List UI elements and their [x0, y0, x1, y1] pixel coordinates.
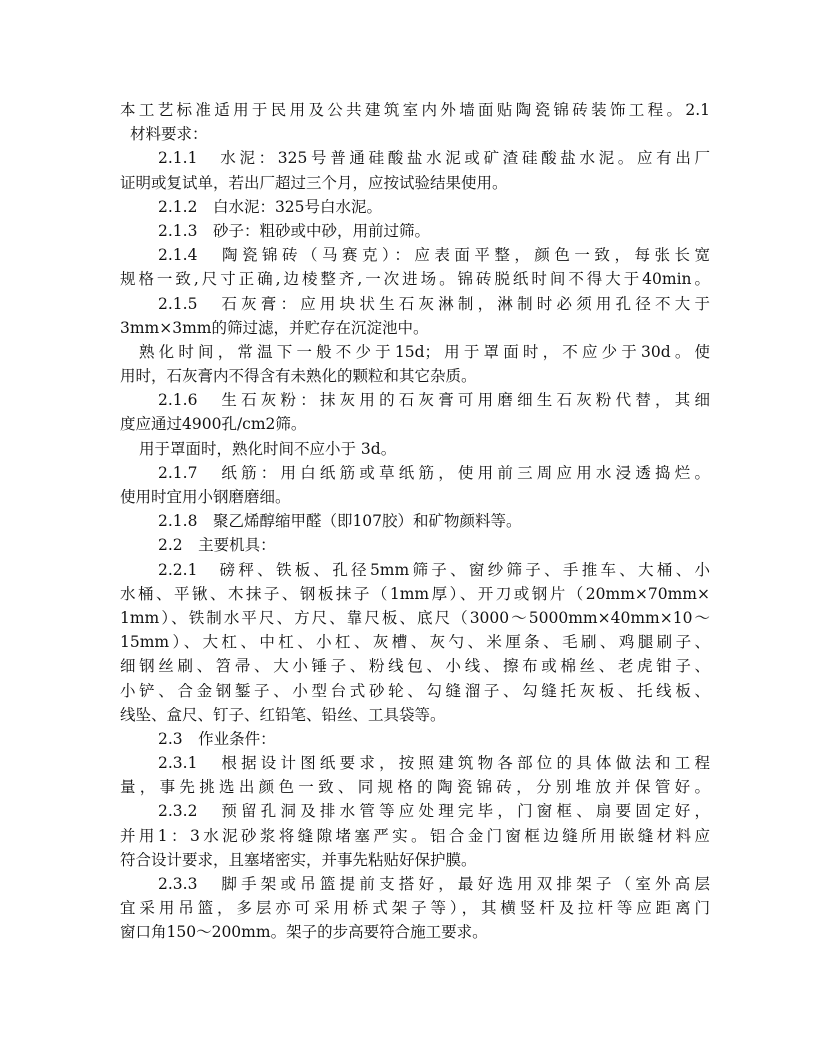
text-line: 宜采用吊篮，多层亦可采用桥式架子等），其横竖杆及拉杆等应距离门 [120, 899, 710, 918]
text-line: 2.1.5 石灰膏：应用块状生石灰淋制，淋制时必须用孔径不大于 [158, 294, 710, 313]
text-line: 2.3 作业条件： [158, 729, 276, 748]
text-line: 规格一致,尺寸正确,边棱整齐,一次进场。锦砖脱纸时间不得大于40min。 [120, 270, 710, 289]
text-line: 2.1.7 纸筋：用白纸筋或草纸筋，使用前三周应用水浸透捣烂。 [158, 463, 710, 482]
text-line: 用于罩面时，熟化时间不应小于 3d。 [139, 439, 397, 458]
text-line: 度应通过4900孔/cm2筛。 [120, 415, 307, 434]
text-line: 本工艺标准适用于民用及公共建筑室内外墙面贴陶瓷锦砖装饰工程。2.1 [120, 101, 710, 119]
text-line: 使用时宜用小钢磨磨细。 [120, 488, 291, 506]
text-line: 2.1.8 聚乙烯醇缩甲醛（即107胶）和矿物颜料等。 [158, 512, 522, 531]
text-line: 2.3.1 根据设计图纸要求，按照建筑物各部位的具体做法和工程 [158, 754, 710, 773]
text-line: 2.1.4 陶瓷锦砖（马赛克）：应表面平整，颜色一致，每张长宽 [158, 246, 710, 265]
text-line: 证明或复试单，若出厂超过三个月，应按试验结果使用。 [120, 173, 508, 192]
text-line: 熟化时间，常温下一般不少于15d；用于罩面时，不应少于30d。使 [139, 342, 710, 361]
text-line: 1mm）、铁制水平尺、方尺、靠尺板、底尺（3000～5000mm×40mm×10～ [120, 608, 710, 627]
text-line: 2.3.2 预留孔洞及排水管等应处理完毕，门窗框、扇要固定好， [158, 802, 710, 821]
text-line: 用时，石灰膏内不得含有未熟化的颗粒和其它杂质。 [120, 367, 477, 386]
text-line: 细钢丝刷、笤帚、大小锤子、粉线包、小线、擦布或棉丝、老虎钳子、 [120, 657, 710, 676]
text-line: 2.1.6 生石灰粉：抹灰用的石灰膏可用磨细生石灰粉代替，其细 [158, 391, 710, 410]
text-line: 15mm）、大杠、中杠、小杠、灰槽、灰勺、米厘条、毛刷、鸡腿刷子、 [120, 633, 710, 652]
text-line: 小铲、合金钢錾子、小型台式砂轮、勾缝溜子、勾缝托灰板、托线板、 [120, 681, 710, 700]
text-line: 2.2 主要机具： [158, 536, 276, 555]
text-line: 窗口角150～200mm。架子的步高要符合施工要求。 [120, 923, 488, 942]
text-line: 2.1.2 白水泥：325号白水泥。 [158, 197, 383, 216]
text-line: 并用1：3水泥砂浆将缝隙堵塞严实。铝合金门窗框边缝所用嵌缝材料应 [120, 826, 710, 845]
text-line: 2.1.3 砂子：粗砂或中砂，用前过筛。 [158, 221, 430, 240]
document-body [120, 98, 710, 945]
text-line: 2.1.1 水泥：325号普通硅酸盐水泥或矿渣硅酸盐水泥。应有出厂 [158, 149, 710, 168]
text-line: 水桶、平锹、木抹子、钢板抹子（1mm厚）、开刀或钢片（20mm×70mm× [120, 584, 710, 603]
text-line: 量，事先挑选出颜色一致、同规格的陶瓷锦砖，分别堆放并保管好。 [120, 778, 710, 797]
text-line: 2.2.1 磅秤、铁板、孔径5mm筛子、窗纱筛子、手推车、大桶、小 [158, 560, 710, 579]
text-line: 线坠、盒尺、钉子、红铅笔、铅丝、工具袋等。 [120, 705, 446, 724]
text-line: 3mm×3mm的筛过滤，并贮存在沉淀池中。 [120, 318, 429, 337]
text-line: 材料要求： [130, 125, 208, 144]
text-line: 2.3.3 脚手架或吊篮提前支搭好，最好选用双排架子（室外高层 [158, 875, 710, 893]
text-line: 符合设计要求，且塞堵密实，并事先粘贴好保护膜。 [120, 850, 477, 869]
